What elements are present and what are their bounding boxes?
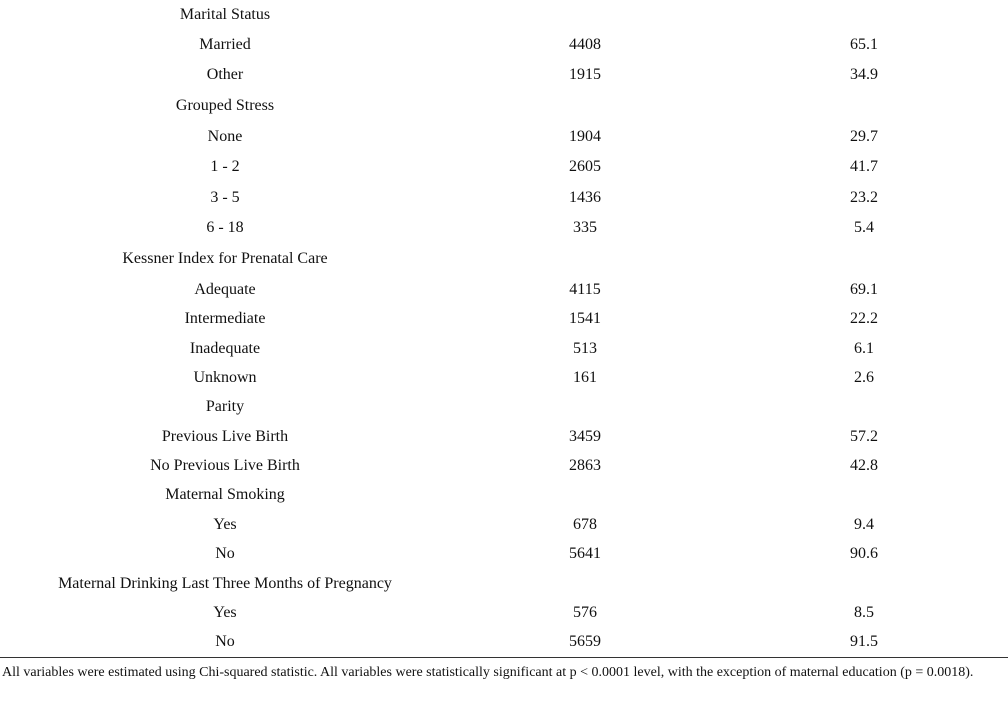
row-percent: 42.8 (850, 457, 878, 474)
row-count: 1904 (569, 128, 601, 145)
row-percent: 9.4 (854, 516, 874, 533)
row-label: Adequate (194, 281, 256, 298)
row-count: 2863 (569, 457, 601, 474)
table-row (0, 334, 1008, 364)
row-label: 1 - 2 (210, 158, 240, 175)
row-label: Parity (205, 398, 245, 415)
table-row (0, 627, 1008, 657)
table-row (0, 539, 1008, 569)
table-footnote: All variables were estimated using Chi-squared statistic. All variables were statistically significant at p < 0.0001 level, with the exception of maternal education (p = 0.0018). (2, 665, 974, 680)
table-bottom-rule (0, 657, 1008, 658)
row-count: 4115 (569, 281, 601, 298)
row-count: 2605 (569, 158, 601, 175)
table-row (0, 422, 1008, 452)
row-percent: 23.2 (850, 189, 878, 206)
row-count: 4408 (569, 36, 601, 53)
row-percent: 6.1 (854, 340, 874, 357)
row-count: 5659 (569, 633, 601, 650)
table-section-header (0, 480, 1008, 510)
row-label: 3 - 5 (210, 189, 240, 206)
row-percent: 91.5 (850, 633, 878, 650)
table-row (0, 213, 1008, 243)
table-row (0, 304, 1008, 334)
row-count: 5641 (569, 545, 601, 562)
row-count: 1915 (569, 66, 601, 83)
row-percent: 41.7 (850, 158, 878, 175)
row-label: Intermediate (184, 310, 266, 327)
table-row (0, 60, 1008, 90)
row-count: 1541 (569, 310, 601, 327)
row-percent: 90.6 (850, 545, 878, 562)
row-label: Marital Status (179, 6, 271, 23)
row-count: 513 (573, 340, 597, 357)
row-count: 1436 (569, 189, 601, 206)
row-label: None (207, 128, 243, 145)
row-label: Yes (213, 516, 237, 533)
row-label: No Previous Live Birth (150, 457, 300, 474)
row-percent: 34.9 (850, 66, 878, 83)
row-percent: 8.5 (854, 604, 874, 621)
row-label: No (215, 545, 235, 562)
table-section-header (0, 392, 1008, 422)
table-section-header (0, 569, 1008, 599)
row-label: Maternal Smoking (165, 486, 285, 503)
row-percent: 57.2 (850, 428, 878, 445)
row-count: 576 (573, 604, 597, 621)
table-row (0, 122, 1008, 152)
row-label: Yes (213, 604, 237, 621)
table-section-header (0, 244, 1008, 274)
row-label: 6 - 18 (206, 219, 244, 236)
row-percent: 69.1 (850, 281, 878, 298)
table-row (0, 510, 1008, 540)
row-label: Unknown (193, 369, 257, 386)
table-row (0, 451, 1008, 481)
row-label: Inadequate (189, 340, 261, 357)
row-label: Previous Live Birth (161, 428, 289, 445)
table-row (0, 275, 1008, 305)
row-label: Other (206, 66, 244, 83)
row-count: 335 (573, 219, 597, 236)
row-label: Maternal Drinking Last Three Months of Pregnancy (58, 575, 392, 592)
table-row (0, 183, 1008, 213)
row-label: Grouped Stress (175, 97, 275, 114)
table-row (0, 598, 1008, 628)
row-percent: 65.1 (850, 36, 878, 53)
table-section-header (0, 91, 1008, 121)
table-row (0, 152, 1008, 182)
row-count: 161 (573, 369, 597, 386)
table-row (0, 363, 1008, 393)
row-percent: 5.4 (854, 219, 874, 236)
table-section-header (0, 0, 1008, 30)
row-count: 678 (573, 516, 597, 533)
row-percent: 22.2 (850, 310, 878, 327)
table-row (0, 30, 1008, 60)
row-count: 3459 (569, 428, 601, 445)
row-percent: 29.7 (850, 128, 878, 145)
row-label: Kessner Index for Prenatal Care (122, 250, 328, 267)
row-label: Married (199, 36, 251, 53)
row-percent: 2.6 (854, 369, 874, 386)
row-label: No (215, 633, 235, 650)
